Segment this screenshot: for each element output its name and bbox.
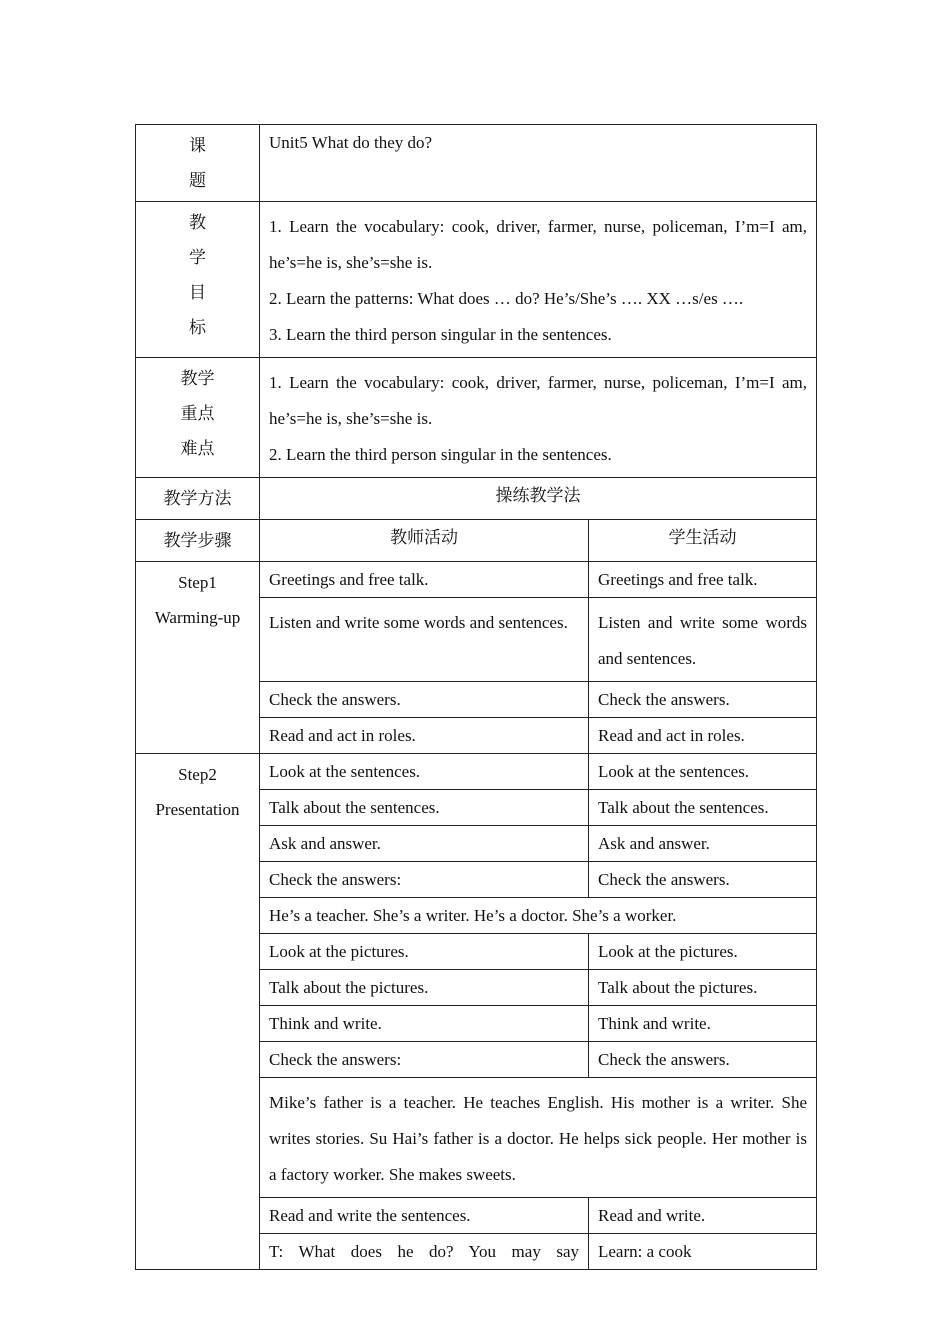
key-point-item: 2. Learn the third person singular in the sentences. [269,445,612,464]
key-points-content [260,358,817,478]
step1-label: Step1 Warming-up [136,562,260,754]
student-activity: Listen and write some words and sentences. [589,598,817,682]
objectives-row [136,202,817,358]
step2-label: Step2 Presentation [136,754,260,1270]
teacher-activity: Listen and write some words and sentences. [260,598,589,682]
student-activity: Greetings and free talk. [589,562,817,598]
key-point-item: 1. Learn the vocabulary: cook, driver, farmer, nurse, policeman, I’m=I am, he’s=he is, she’s=she is. [269,373,808,428]
student-activity: Look at the pictures. [589,934,817,970]
method-label: 教学方法 [136,478,260,520]
student-activity: Check the answers. [589,862,817,898]
objective-item: 3. Learn the third person singular in the sentences. [269,325,612,344]
answer-text: Mike’s father is a teacher. He teaches English. His mother is a writer. She writes stories. Su Hai’s father is a doctor. He helps sick people. Her mother is a factory worker. She makes sweets. [260,1078,817,1198]
table-row [136,754,817,790]
student-activity: Check the answers. [589,682,817,718]
teacher-activity: Look at the pictures. [260,934,589,970]
teacher-activity: Greetings and free talk. [260,562,589,598]
objective-item: 1. Learn the vocabulary: cook, driver, farmer, nurse, policeman, I’m=I am, he’s=he is, she’s=she is. [269,217,808,272]
teacher-activity: Ask and answer. [260,826,589,862]
student-activity: Talk about the sentences. [589,790,817,826]
method-row [136,478,817,520]
teacher-activity: T: What does he do? You may say [260,1234,589,1270]
steps-label: 教学步骤 [136,520,260,562]
student-activity: Talk about the pictures. [589,970,817,1006]
key-points-row [136,358,817,478]
key-points-label: 教学 重点 难点 [136,358,260,478]
student-activity: Read and act in roles. [589,718,817,754]
objectives-label: 教 学 目 标 [136,202,260,358]
teacher-activity: Look at the sentences. [260,754,589,790]
student-activity: Ask and answer. [589,826,817,862]
answer-text: He’s a teacher. She’s a writer. He’s a doctor. She’s a worker. [260,898,817,934]
teacher-activity: Read and write the sentences. [260,1198,589,1234]
teacher-activity: Talk about the pictures. [260,970,589,1006]
student-activity-header: 学生活动 [589,520,817,562]
subject-label: 课 题 [136,125,260,202]
teacher-activity: Read and act in roles. [260,718,589,754]
student-activity: Read and write. [589,1198,817,1234]
teacher-activity: Check the answers: [260,1042,589,1078]
method-value: 操练教学法 [260,478,817,520]
objectives-content [260,202,817,358]
student-activity: Check the answers. [589,1042,817,1078]
teacher-activity: Check the answers. [260,682,589,718]
student-activity: Look at the sentences. [589,754,817,790]
teacher-activity-header: 教师活动 [260,520,589,562]
teacher-activity: Think and write. [260,1006,589,1042]
student-activity: Learn: a cook [589,1234,817,1270]
subject-value: Unit5 What do they do? [260,125,817,202]
steps-header-row [136,520,817,562]
subject-row [136,125,817,202]
objective-item: 2. Learn the patterns: What does … do? He’s/She’s …. XX …s/es …. [269,289,744,308]
teacher-activity: Talk about the sentences. [260,790,589,826]
lesson-plan-table [135,124,817,1270]
student-activity: Think and write. [589,1006,817,1042]
table-row [136,562,817,598]
teacher-activity: Check the answers: [260,862,589,898]
